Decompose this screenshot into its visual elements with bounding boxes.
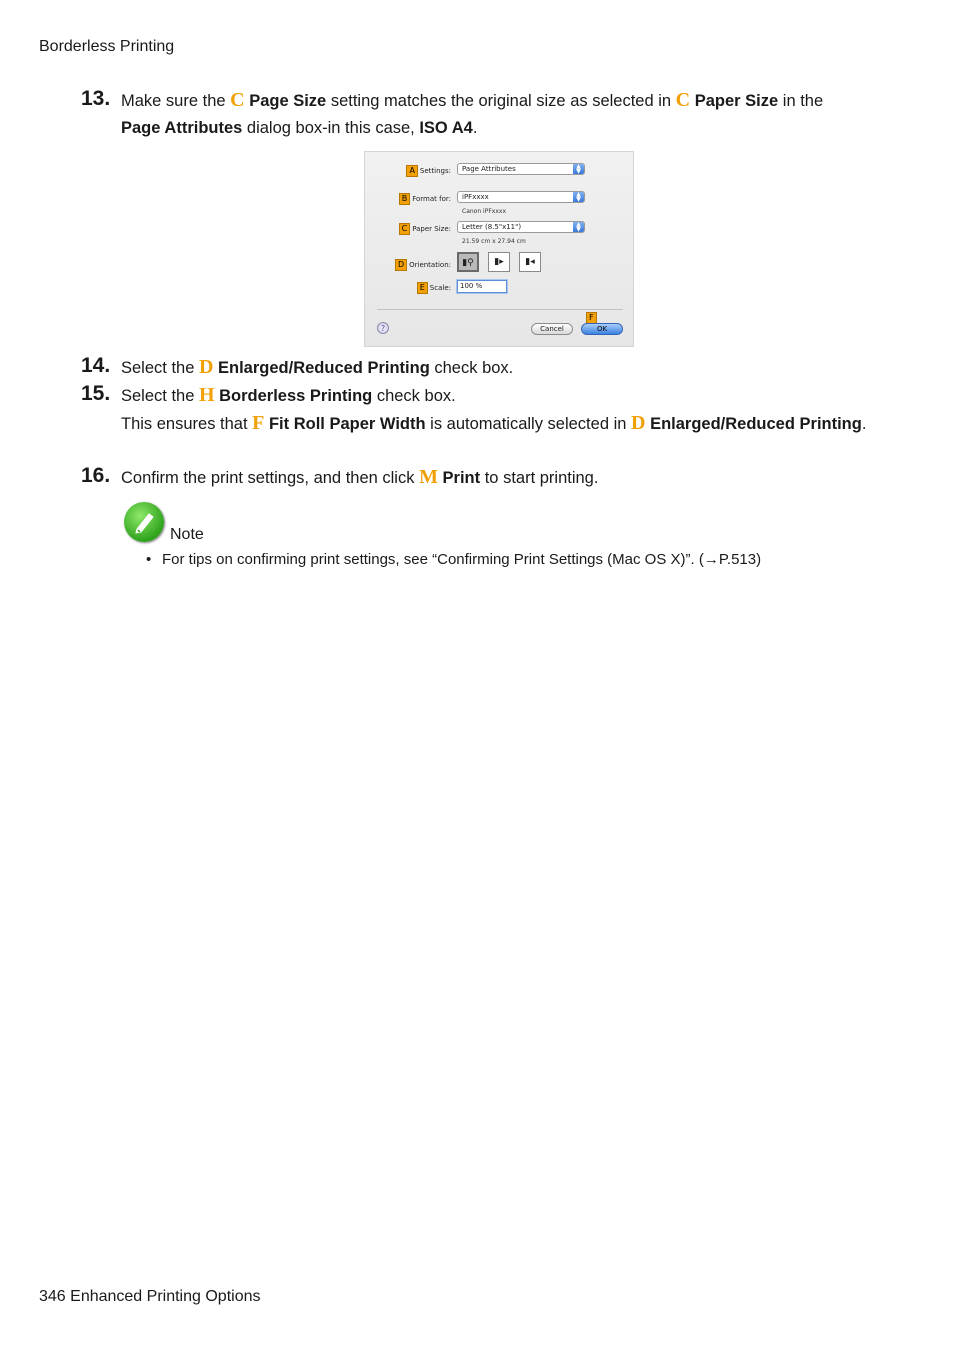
note-text: For tips on confirming print settings, see “Confirming Print Settings (Mac OS X)”. (→P.513): [162, 551, 762, 568]
portrait-orientation-button[interactable]: [457, 252, 479, 272]
step-number: 14.: [81, 354, 111, 377]
format-for-label: Format for:: [412, 195, 451, 203]
page-attributes-dialog: [364, 151, 634, 347]
step-text: Confirm the print settings, and then click M Print to start printing.: [121, 466, 599, 488]
settings-row: [365, 163, 635, 177]
reverse-landscape-icon: ▮◂: [525, 257, 535, 267]
page-footer: 346 Enhanced Printing Options: [39, 1288, 261, 1305]
divider: [377, 309, 623, 310]
orientation-label: Orientation:: [409, 261, 451, 269]
callout-letter: M: [419, 466, 438, 488]
callout-letter: D: [198, 356, 214, 378]
step-number: 16.: [81, 464, 111, 487]
callout-badge: A: [406, 165, 417, 177]
help-button[interactable]: ?: [377, 322, 389, 334]
callout-letter: D: [631, 412, 646, 434]
callout-badge: E: [417, 282, 428, 294]
callout-letter: H: [198, 384, 215, 406]
popup-arrows-icon: ▲ ▼: [573, 164, 584, 174]
format-for-row: [365, 191, 635, 205]
reverse-landscape-orientation-button[interactable]: [519, 252, 541, 272]
portrait-icon: ▮⚲: [462, 258, 474, 268]
ok-button[interactable]: OK: [581, 323, 623, 335]
popup-arrows-icon: ▲ ▼: [573, 192, 584, 202]
callout-letter: F: [252, 412, 265, 434]
scale-input[interactable]: 100 %: [457, 280, 507, 293]
scale-row: [365, 280, 635, 294]
step-number: 13.: [81, 87, 111, 110]
callout-letter: C: [230, 89, 245, 111]
callout-badge: C: [399, 223, 411, 235]
paper-size-label: Paper Size:: [412, 225, 451, 233]
step-15: [81, 382, 881, 438]
callout-badge: F: [586, 312, 597, 324]
paper-dimensions: 21.59 cm x 27.94 cm: [462, 238, 526, 245]
note-pencil-icon: [124, 502, 164, 542]
popup-arrows-icon: ▲ ▼: [573, 222, 584, 232]
paper-size-popup[interactable]: Letter (8.5"x11") ▲ ▼: [457, 221, 585, 233]
landscape-icon: ▮▸: [494, 257, 504, 267]
step-14: [81, 354, 881, 382]
callout-badge: D: [395, 259, 407, 271]
running-header: Borderless Printing: [39, 38, 175, 55]
cancel-button[interactable]: Cancel: [531, 323, 573, 335]
callout-letter: C: [675, 89, 691, 111]
settings-popup[interactable]: Page Attributes ▲ ▼: [457, 163, 585, 175]
step-16: [81, 464, 881, 492]
paper-size-row: [365, 221, 635, 235]
step-text: Select the H Borderless Printing check box. This ensures that F Fit Roll Paper Width is automatically selected in D Enlarged/Reduced Printing.: [121, 384, 867, 434]
bullet: •: [146, 551, 152, 568]
printer-model: Canon iPFxxxx: [462, 208, 506, 215]
step-text: Select the D Enlarged/Reduced Printing check box.: [121, 356, 514, 378]
settings-label: Settings:: [419, 167, 451, 175]
landscape-orientation-button[interactable]: [488, 252, 510, 272]
scale-label: Scale:: [429, 284, 451, 292]
step-number: 15.: [81, 382, 111, 405]
callout-badge: B: [399, 193, 411, 205]
note-label: Note: [170, 526, 204, 543]
format-for-popup[interactable]: iPFxxxx ▲ ▼: [457, 191, 585, 203]
step-13: [81, 87, 881, 142]
step-text: Make sure the C Page Size setting matches the original size as selected in C Paper Size in the Page Attributes dialog box-in this case, ISO A4.: [121, 89, 824, 137]
